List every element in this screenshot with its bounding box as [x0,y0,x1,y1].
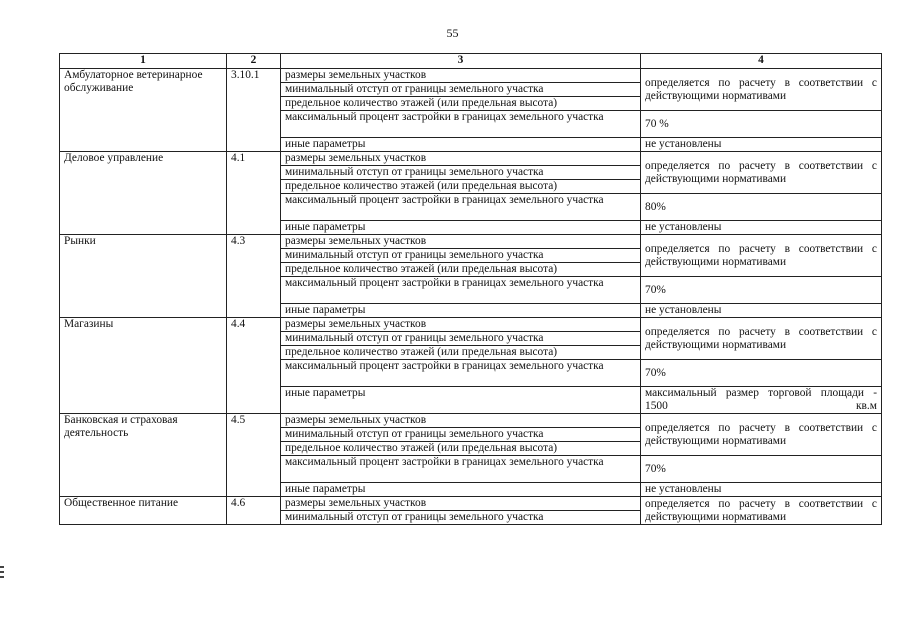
value-coverage-percent: 70% [641,360,882,387]
param-max-coverage: максимальный процент застройки в границах земельного участка [281,456,641,483]
param-other: иные параметры [281,387,641,414]
table-row [60,69,882,83]
param-max-coverage: максимальный процент застройки в границах земельного участка [281,111,641,138]
param-max-coverage: максимальный процент застройки в границах земельного участка [281,360,641,387]
param-max-coverage: максимальный процент застройки в границах земельного участка [281,277,641,304]
header-col-2: 2 [227,54,281,69]
param-min-setback: минимальный отступ от границы земельного участка [281,83,641,97]
param-max-floors: предельное количество этажей (или предельная высота) [281,180,641,194]
table-row [60,414,882,428]
header-col-1: 1 [60,54,227,69]
land-use-parameters-table [59,53,882,525]
value-not-set: не установлены [641,483,882,497]
param-max-floors: предельное количество этажей (или предельная высота) [281,346,641,360]
header-col-4: 4 [641,54,882,69]
use-type-code: 4.6 [227,497,281,525]
param-max-floors: предельное количество этажей (или предельная высота) [281,442,641,456]
use-type-name: Амбулаторное ветеринарное обслуживание [60,69,227,152]
value-max-trade-area: максимальный размер торговой площади - 1500 кв.м [641,387,882,414]
value-not-set: не установлены [641,304,882,318]
param-other: иные параметры [281,138,641,152]
param-min-setback: минимальный отступ от границы земельного участка [281,428,641,442]
param-plot-size: размеры земельных участков [281,69,641,83]
table-row [60,497,882,511]
use-type-code: 4.5 [227,414,281,497]
param-min-setback: минимальный отступ от границы земельного участка [281,511,641,525]
value-by-calculation: определяется по расчету в соответствии с действующими нормативами [641,414,882,456]
param-plot-size: размеры земельных участков [281,318,641,332]
table-row [60,152,882,166]
value-by-calculation: определяется по расчету в соответствии с действующими нормативами [641,235,882,277]
param-max-floors: предельное количество этажей (или предельная высота) [281,97,641,111]
param-min-setback: минимальный отступ от границы земельного участка [281,249,641,263]
value-coverage-percent: 80% [641,194,882,221]
scan-edge-marks [0,566,4,581]
use-type-name: Деловое управление [60,152,227,235]
table-row [60,235,882,249]
use-type-name: Общественное питание [60,497,227,525]
use-type-code: 4.4 [227,318,281,414]
value-not-set: не установлены [641,221,882,235]
use-type-name: Банковская и страховая деятельность [60,414,227,497]
value-coverage-percent: 70 % [641,111,882,138]
header-row [60,54,882,69]
page-number: 55 [446,26,459,40]
param-max-floors: предельное количество этажей (или предельная высота) [281,263,641,277]
param-plot-size: размеры земельных участков [281,497,641,511]
scan-mark [0,566,4,568]
value-not-set: не установлены [641,138,882,152]
value-by-calculation: определяется по расчету в соответствии с действующими нормативами [641,497,882,525]
use-type-code: 3.10.1 [227,69,281,152]
value-by-calculation: определяется по расчету в соответствии с действующими нормативами [641,318,882,360]
value-coverage-percent: 70% [641,277,882,304]
param-other: иные параметры [281,483,641,497]
use-type-name: Рынки [60,235,227,318]
param-min-setback: минимальный отступ от границы земельного участка [281,332,641,346]
scan-mark [0,571,4,573]
value-by-calculation: определяется по расчету в соответствии с действующими нормативами [641,152,882,194]
use-type-name: Магазины [60,318,227,414]
param-plot-size: размеры земельных участков [281,235,641,249]
use-type-code: 4.1 [227,152,281,235]
use-type-code: 4.3 [227,235,281,318]
param-min-setback: минимальный отступ от границы земельного участка [281,166,641,180]
value-coverage-percent: 70% [641,456,882,483]
scan-mark [0,576,4,578]
value-by-calculation: определяется по расчету в соответствии с действующими нормативами [641,69,882,111]
header-col-3: 3 [281,54,641,69]
param-other: иные параметры [281,304,641,318]
param-max-coverage: максимальный процент застройки в границах земельного участка [281,194,641,221]
table-row [60,318,882,332]
param-other: иные параметры [281,221,641,235]
param-plot-size: размеры земельных участков [281,152,641,166]
param-plot-size: размеры земельных участков [281,414,641,428]
